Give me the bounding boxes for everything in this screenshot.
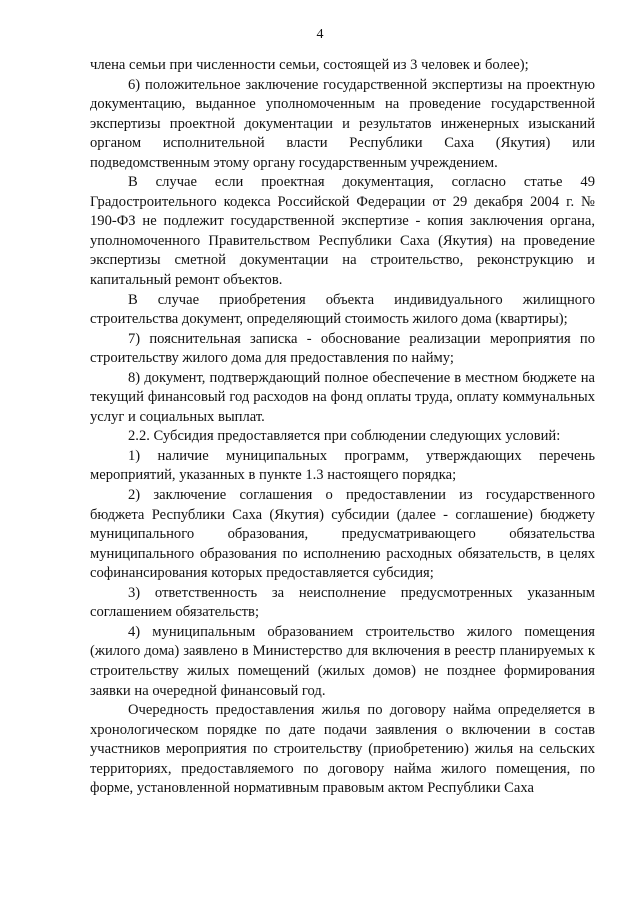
- paragraph-9: 2) заключение соглашения о предоставлении из государственного бюджета Республики Саха (Якутия) субсидии (далее - соглашение) бюджету муниципального образования, предусматривающего обязательства муниципального образования по исполнению расходных обязательств, в целях софинансирования которых предоставляется субсидия;: [90, 487, 595, 582]
- paragraph-2: 6) положительное заключение государственной экспертизы на проектную документацию, выданное уполномоченным на проведение государственной экспертизы проектной документации и результатов инженерных изысканий органом исполнительной власти Республики Саха (Якутия) или подведомственным этому органу государственным учреждением.: [90, 76, 595, 171]
- document-body: [90, 56, 595, 799]
- paragraph-5: 7) пояснительная записка - обоснование реализации мероприятия по строительству жилого дома для предоставления по найму;: [90, 330, 595, 367]
- paragraph-8: 1) наличие муниципальных программ, утверждающих перечень мероприятий, указанных в пункте 1.3 настоящего порядка;: [90, 447, 595, 484]
- paragraph-4: В случае приобретения объекта индивидуального жилищного строительства документ, определяющий стоимость жилого дома (квартиры);: [90, 291, 595, 328]
- paragraph-3: В случае если проектная документация, согласно статье 49 Градостроительного кодекса Российской Федерации от 29 декабря 2004 г. № 190-ФЗ не подлежит государственной экспертизе - копия заключения органа, уполномоченного Правительством Республики Саха (Якутия) на проведение экспертизы сметной документации на строительство, реконструкцию и капитальный ремонт объектов.: [90, 174, 595, 289]
- paragraph-6: 8) документ, подтверждающий полное обеспечение в местном бюджете на текущий финансовый год расходов на фонд оплаты труда, оплату коммунальных услуг и социальных выплат.: [90, 369, 595, 425]
- paragraph-10: 3) ответственность за неисполнение предусмотренных указанным соглашением обязательств;: [90, 584, 595, 621]
- paragraph-12: Очередность предоставления жилья по договору найма определяется в хронологическом порядке по дате подачи заявления о включении в состав участников мероприятия по строительству (приобретению) жилья на сельских территориях, предоставляемого по договору найма жилого помещения, по форме, установленной нормативным правовым актом Республики Саха: [90, 702, 595, 797]
- paragraph-11: 4) муниципальным образованием строительство жилого помещения (жилого дома) заявлено в Министерство для включения в реестр планируемых к строительству жилых помещений (жилых домов) не позднее формирования заявки на очередной финансовый год.: [90, 623, 595, 699]
- paragraph-7: 2.2. Субсидия предоставляется при соблюдении следующих условий:: [128, 428, 561, 445]
- page-number: 4: [316, 27, 324, 42]
- paragraph-1: члена семьи при численности семьи, состоящей из 3 человек и более);: [90, 57, 529, 73]
